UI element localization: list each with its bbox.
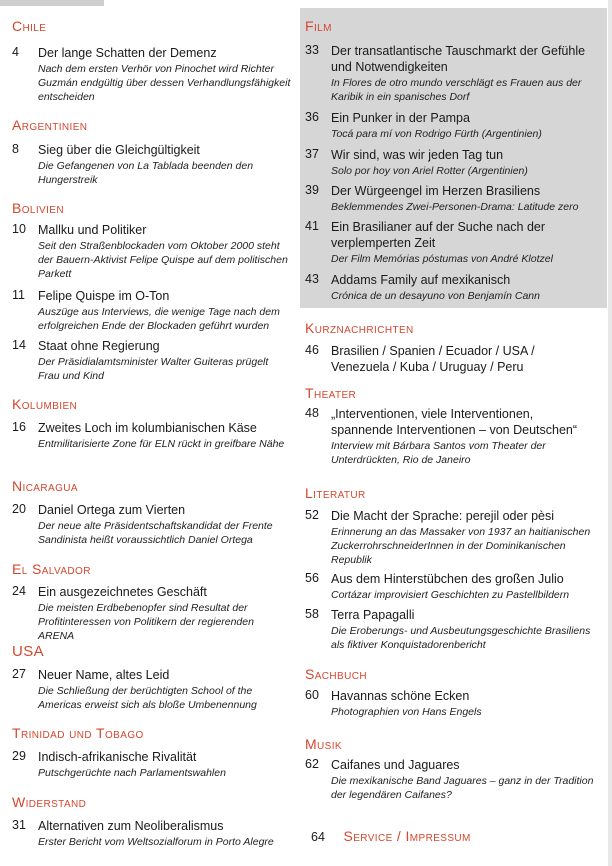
toc-entry[interactable] [305,757,595,802]
entry-title: Die Macht der Sprache: perejil oder pèsi [331,509,555,523]
entry-title: Alternativen zum Neoliberalismus [38,819,224,833]
page-number: 43 [305,272,319,286]
entry-subtitle: Der neue alte Präsidentschaftskandidat der Frente Sandinista heißt voraussichtlich Daniel Ortega [38,520,273,546]
entry-subtitle: In Flores de otro mundo verschlägt es Frauen aus der Karibik in ein spanisches Dorf [331,77,582,103]
entry-title: Zweites Loch im kolumbianischen Käse [38,421,257,435]
page-number: 4 [12,45,19,59]
entry-title: Der transatlantische Tauschmarkt der Gefühle und Notwendigkeiten [331,44,586,74]
entry-subtitle: Cortázar improvisiert Geschichten zu Pastellbildern [331,589,570,601]
entry-subtitle: Putschgerüchte nach Parlamentswahlen [38,767,226,779]
top-bar [0,0,104,6]
entry-title: Addams Family auf mexikanisch [331,273,511,287]
page-number: 36 [305,110,319,124]
toc-entry[interactable] [12,667,292,712]
section-argentinien: Argentinien [12,117,88,133]
entry-subtitle: Seit den Straßenblockaden vom Oktober 2000 steht der Bauern-Aktivist Felipe Quispe auf dem politischen Parkett [38,240,288,280]
section-trinidad-tobago: Trinidad und Tobago [12,725,144,741]
toc-entry[interactable] [12,584,292,643]
toc-entry[interactable] [12,502,292,547]
entry-subtitle: Der Film Memórias póstumas von André Klotzel [331,253,553,265]
toc-entry[interactable] [305,571,595,602]
page-number: 33 [305,43,319,57]
entry-subtitle: Die meisten Erdbebenopfer sind Resultat der Profitinteressen von Politikern der regierenden ARENA [38,602,254,642]
entry-title: Aus dem Hinterstübchen des großen Julio [331,572,564,586]
entry-subtitle: Entmilitarisierte Zone für ELN rückt in greifbare Nähe [38,438,285,450]
page-number: 60 [305,688,319,702]
section-chile: Chile [12,18,47,34]
section-musik: Musik [305,736,343,752]
entry-subtitle: Photographien von Hans Engels [331,706,482,718]
entry-title: Terra Papagalli [331,608,415,622]
toc-entry[interactable] [305,183,595,214]
page-number: 31 [12,818,26,832]
section-theater: Theater [305,385,357,401]
entry-subtitle: Erinnerung an das Massaker von 1937 an haitianischen ZuckerrohrschneiderInnen in der Dominikanischen Republik [331,526,591,566]
page-number: 41 [305,219,319,233]
page-number: 64 [311,830,325,844]
footer-service-impressum[interactable] [311,828,471,846]
toc-entry[interactable] [12,142,292,187]
toc-entry[interactable] [12,222,292,281]
entry-title: Ein Brasilianer auf der Suche nach der verplemperten Zeit [331,220,546,250]
section-sachbuch: Sachbuch [305,666,367,682]
toc-entry[interactable] [305,219,595,266]
page-number: 52 [305,508,319,522]
entry-subtitle: Die mexikanische Band Jaguares – ganz in der Tradition der legendären Caifanes? [331,775,594,801]
page-number: 14 [12,338,26,352]
section-widerstand: Widerstand [12,794,87,810]
toc-entry[interactable] [305,43,595,104]
toc-entry[interactable] [305,508,595,567]
page-number: 11 [12,288,25,302]
page-number: 8 [12,142,19,156]
section-kurznachrichten: Kurznachrichten [305,320,414,336]
entry-title: Mallku und Politiker [38,223,147,237]
entry-subtitle: Die Eroberungs- und Ausbeutungsgeschichte Brasiliens als fiktiver Konquistadorenbericht [331,625,591,651]
entry-title: „Interventionen, viele Interventionen, spannende Interventionen – von Deutschen“ [331,407,578,437]
entry-subtitle: Der Präsidialamtsminister Walter Guiteras prügelt Frau und Kind [38,356,269,382]
page-number: 27 [12,667,26,681]
page-number: 39 [305,183,319,197]
toc-entry[interactable] [12,288,292,333]
entry-title: Daniel Ortega zum Vierten [38,503,186,517]
section-kolumbien: Kolumbien [12,396,78,412]
entry-subtitle: Solo por hoy von Ariel Rotter (Argentinien) [331,165,528,177]
entry-title: Neuer Name, altes Leid [38,668,170,682]
section-nicaragua: Nicaragua [12,478,78,494]
toc-entry[interactable] [12,818,292,849]
entry-title: Indisch-afrikanische Rivalität [38,750,197,764]
page-number: 20 [12,502,26,516]
section-film: Film [305,18,332,34]
entry-title: Brasilien / Spanien / Ecuador / USA / Venezuela / Kuba / Uruguay / Peru [331,344,535,374]
section-usa: USA [12,643,45,660]
entry-title: Der lange Schatten der Demenz [38,46,217,60]
toc-entry[interactable] [305,406,595,467]
entry-title: Ein ausgezeichnetes Geschäft [38,585,207,599]
entry-subtitle: Interview mit Bárbara Santos vom Theater der Unterdrückten, Rio de Janeiro [331,440,546,466]
entry-subtitle: Beklemmendes Zwei-Personen-Drama: Latitude zero [331,201,579,213]
page-number: 62 [305,757,319,771]
section-literatur: Literatur [305,485,366,501]
toc-entry[interactable] [12,45,292,104]
entry-subtitle: Die Gefangenen von La Tablada beenden den Hungerstreik [38,160,254,186]
page-number: 46 [305,343,319,357]
page-number: 16 [12,420,26,434]
entry-subtitle: Auszüge aus Interviews, die wenige Tage nach dem erfolgreichen Ende der Blockaden geführt wurden [38,306,280,332]
page-number: 56 [305,571,319,585]
entry-title: Caifanes und Jaguares [331,758,460,772]
entry-title: Der Würgeengel im Herzen Brasiliens [331,184,541,198]
toc-entry[interactable] [12,338,292,383]
entry-subtitle: Nach dem ersten Verhör von Pinochet wird Richter Guzmán endgültig über dessen Verhandlungsfähigkeit entscheiden [38,63,291,103]
entry-title: Felipe Quispe im O-Ton [38,289,170,303]
section-bolivien: Bolivien [12,200,64,216]
toc-entry[interactable] [305,147,595,178]
page-number: 29 [12,749,26,763]
section-el-salvador: El Salvador [12,561,91,577]
toc-entry[interactable] [305,110,595,141]
entry-title: Wir sind, was wir jeden Tag tun [331,148,504,162]
entry-title: Sieg über die Gleichgültigkeit [38,143,200,157]
entry-subtitle: Die Schließung der berüchtigten School of the Americas erweist sich als bloße Umbenennung [38,685,257,711]
page-number: 58 [305,607,319,621]
toc-entry[interactable] [12,749,292,780]
right-edge [608,0,612,866]
entry-title: Ein Punker in der Pampa [331,111,470,125]
page-number: 48 [305,406,319,420]
page-number: 37 [305,147,319,161]
toc-entry[interactable] [305,688,595,719]
entry-subtitle: Crónica de un desayuno von Benjamín Cann [331,290,540,302]
toc-entry[interactable] [12,420,292,451]
entry-subtitle: Erster Bericht vom Weltsozialforum in Porto Alegre [38,836,274,848]
entry-title: Havannas schöne Ecken [331,689,470,703]
toc-entry[interactable] [305,607,595,652]
page-number: 24 [12,584,26,598]
entry-title: Staat ohne Regierung [38,339,160,353]
footer-label: Service / Impressum [343,828,471,844]
entry-subtitle: Tocá para mí von Rodrigo Fürth (Argentinien) [331,128,542,140]
toc-entry[interactable] [305,272,595,303]
page-number: 10 [12,222,26,236]
toc-entry[interactable] [305,343,595,375]
